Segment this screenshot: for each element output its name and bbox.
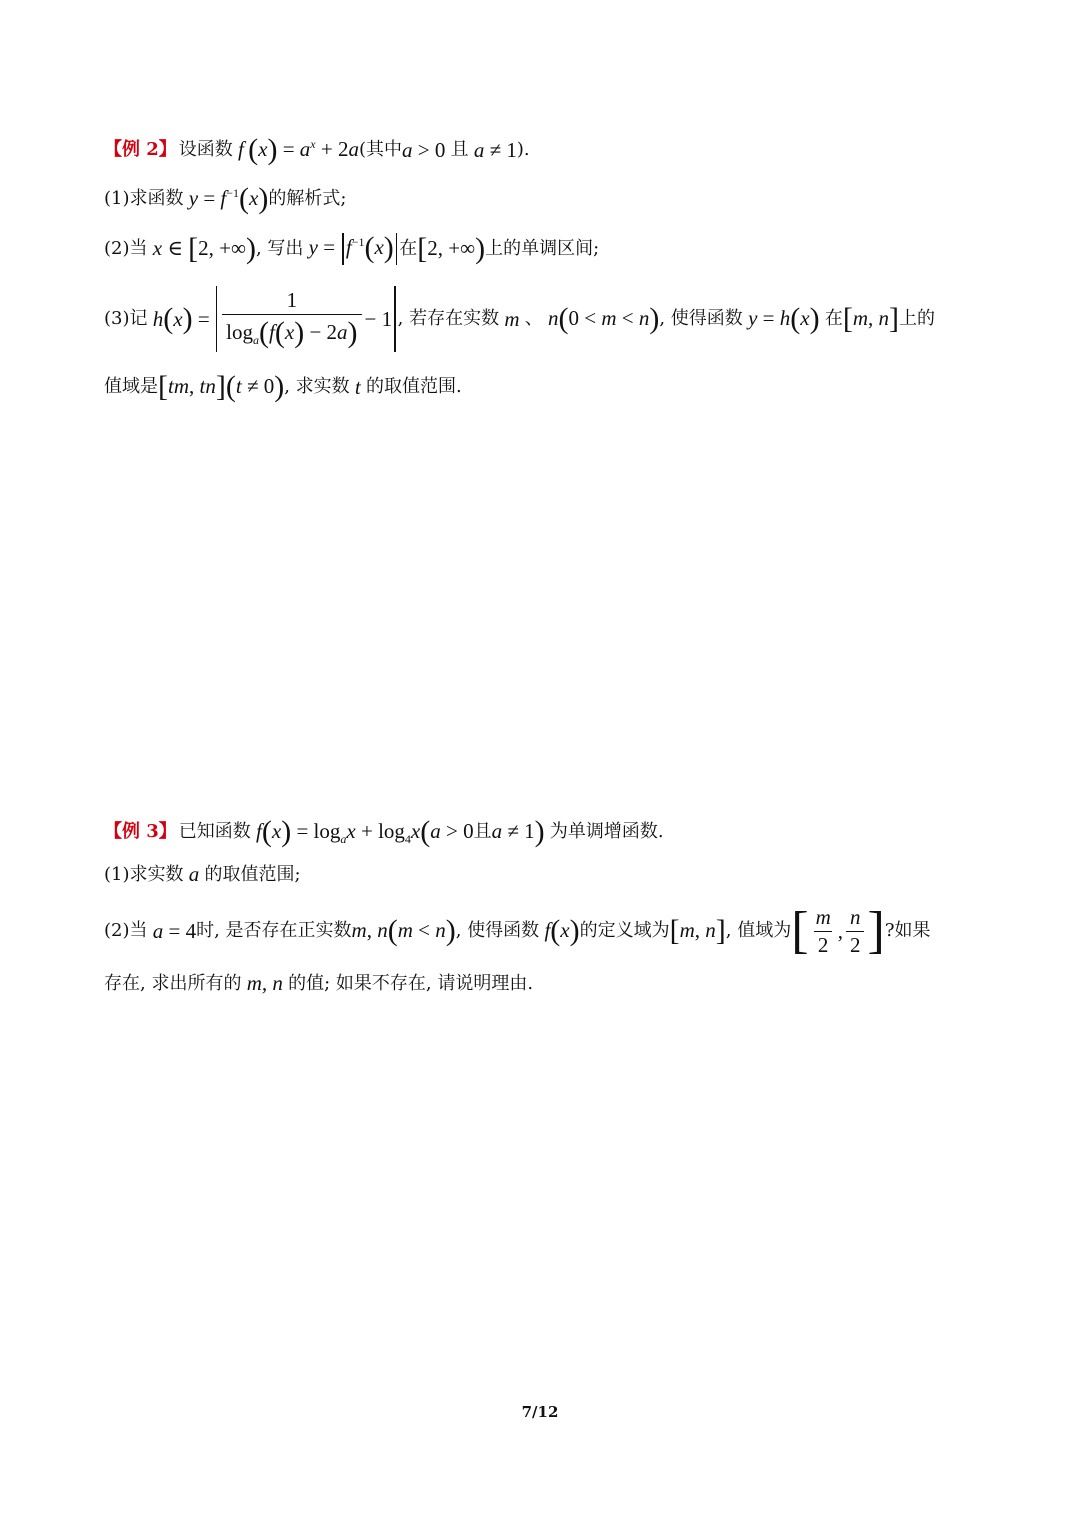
example3-tag: 【例 3】 [104, 821, 177, 842]
example2-condition-and: 且 [450, 139, 469, 160]
example2-condition-close: ). [516, 139, 530, 160]
abs-inverse-formula: $y = f^{-1}(x)$ [303, 233, 399, 265]
h-function-formula: h ( x ) = $\frac{1}{\log_a(f(x) - 2a)}$ − 1 [148, 286, 398, 352]
example2-line1: 【例 2】 设函数 f $(x) = a^x + 2a$ (其中 a > 0 且 a ≠ 1 ). [104, 133, 530, 166]
page-number: 7/12 [521, 1403, 559, 1421]
example2-tag: 【例 2】 [104, 139, 177, 160]
example2-condition-open: (其中 [358, 139, 402, 160]
range-bracket-formula: [ $\frac{m}{2}$ , $\frac{n}{2}$ ] [791, 902, 885, 959]
example3-question2: (2)当 a = 4 时, 是否存在正实数 m, n(m < n) , 使得函数 f(x) 的定义域为 [m, n] , 值域为 [ $\frac{m}{2}$ , $\frac{n}{2}$ ] ?如果 [104, 902, 931, 959]
example2-question1: (1)求函数 $y = f^{-1}(x)$ 的解析式; [104, 182, 347, 215]
example2-question3-line2: 值域是 [tm, tn](t ≠ 0) , 求实数 t 的取值范围. [104, 370, 462, 403]
example2-question3: (3)记 h ( x ) = $\frac{1}{\log_a(f(x) - 2a)}$ − 1 , 若存在实数 m 、 n(0 < m < n) , 使得函数 y = h(x) 在 [m, n] 上的 [104, 286, 935, 352]
example3-question1: (1)求实数 a 的取值范围; [104, 862, 301, 886]
example3-question2-line2: 存在, 求出所有的 m, n 的值; 如果不存在, 请说明理由. [104, 971, 534, 995]
example2-question2: (2)当 x ∈ [2, +∞) , 写出 $y = f^{-1}(x)$ 在 [2, +∞) 上的单调区间; [104, 231, 600, 266]
example3-function-formula: $f(x) = \log_ax + \log_4x(a > 0$ [256, 815, 474, 848]
example2-function-formula: f $(x) = a^x + 2a$ [238, 133, 359, 166]
example2-intro: 设函数 [178, 139, 233, 160]
inverse-function-formula: $y = f^{-1}(x)$ [188, 182, 269, 215]
example3-line1: 【例 3】 已知函数 $f(x) = \log_ax + \log_4x(a > 0$ 且 a ≠ 1) 为单调增函数. [104, 815, 664, 848]
